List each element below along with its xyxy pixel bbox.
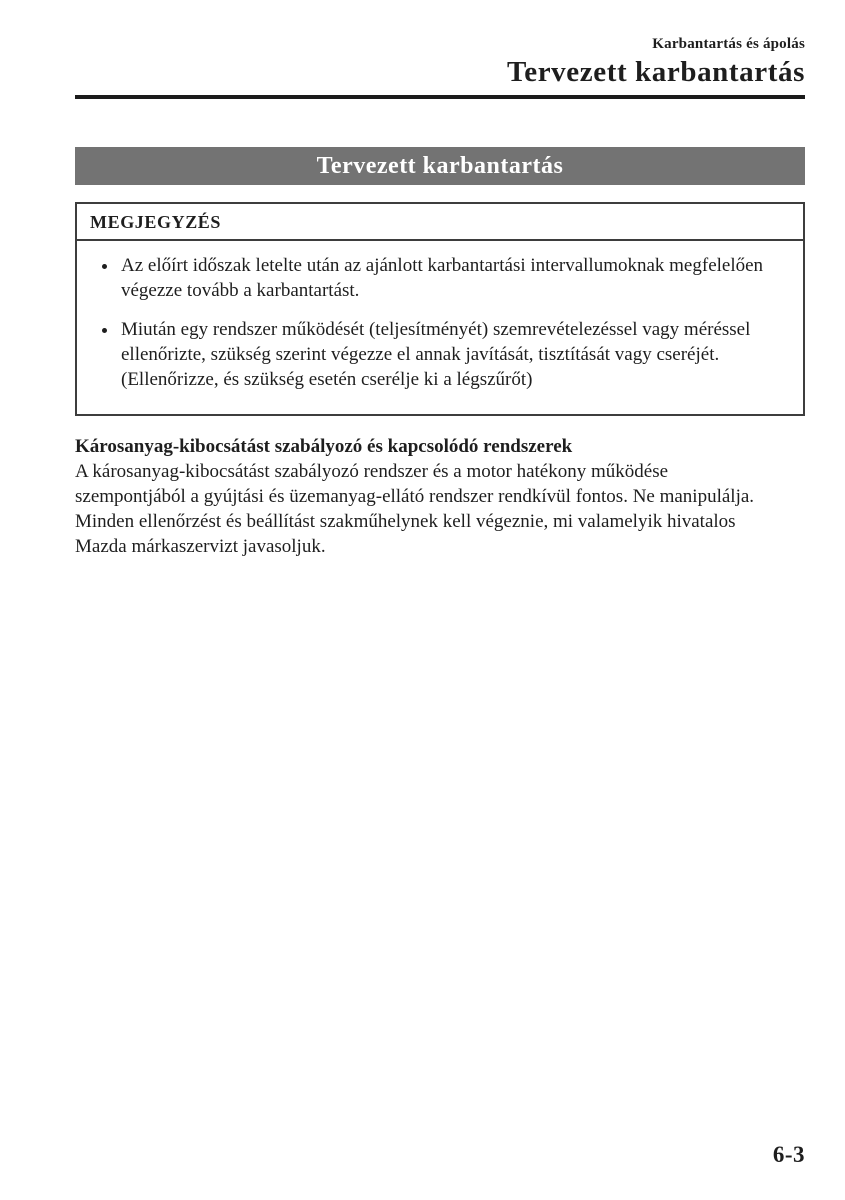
page-number: 6-3 <box>772 1142 805 1167</box>
page-header <box>75 0 805 99</box>
note-item: • Miután egy rendszer működését (teljesítményét) szemrevételezéssel vagy méréssel ellenőrizte, szükség szerint végezze el annak javítását, tisztítását vagy cseréjét. (Ellenőrizze, és szükség esetén cserélje ki a légszűrőt) <box>119 317 787 392</box>
subsection-heading: Károsanyag-kibocsátást szabályozó és kapcsolódó rendszerek <box>75 436 573 457</box>
header-rule <box>75 95 805 99</box>
chapter-title: Karbantartás és ápolás <box>652 36 805 52</box>
body-text-line: Mazda márkaszervizt javasoljuk. <box>75 536 326 557</box>
body-text-line: Minden ellenőrzést és beállítást szakműhelynek kell végeznie, mi valamelyik hivatalos <box>75 511 736 532</box>
body-text-line: szempontjából a gyújtási és üzemanyag-ellátó rendszer rendkívül fontos. Ne manipulálja. <box>75 486 755 507</box>
section-title: Tervezett karbantartás <box>506 56 805 88</box>
banner-title: Tervezett karbantartás <box>316 153 564 179</box>
note-title: MEGJEGYZÉS <box>90 212 222 232</box>
emissions-section <box>75 434 805 559</box>
body-text-line: A károsanyag-kibocsátást szabályozó rendszer és a motor hatékony működése <box>75 461 669 482</box>
note-box <box>75 202 805 416</box>
section-banner <box>75 147 805 185</box>
note-list <box>77 241 803 414</box>
note-item: • Az előírt időszak letelte után az ajánlott karbantartási intervallumoknak megfelelően végezze tovább a karbantartást. <box>119 253 787 303</box>
